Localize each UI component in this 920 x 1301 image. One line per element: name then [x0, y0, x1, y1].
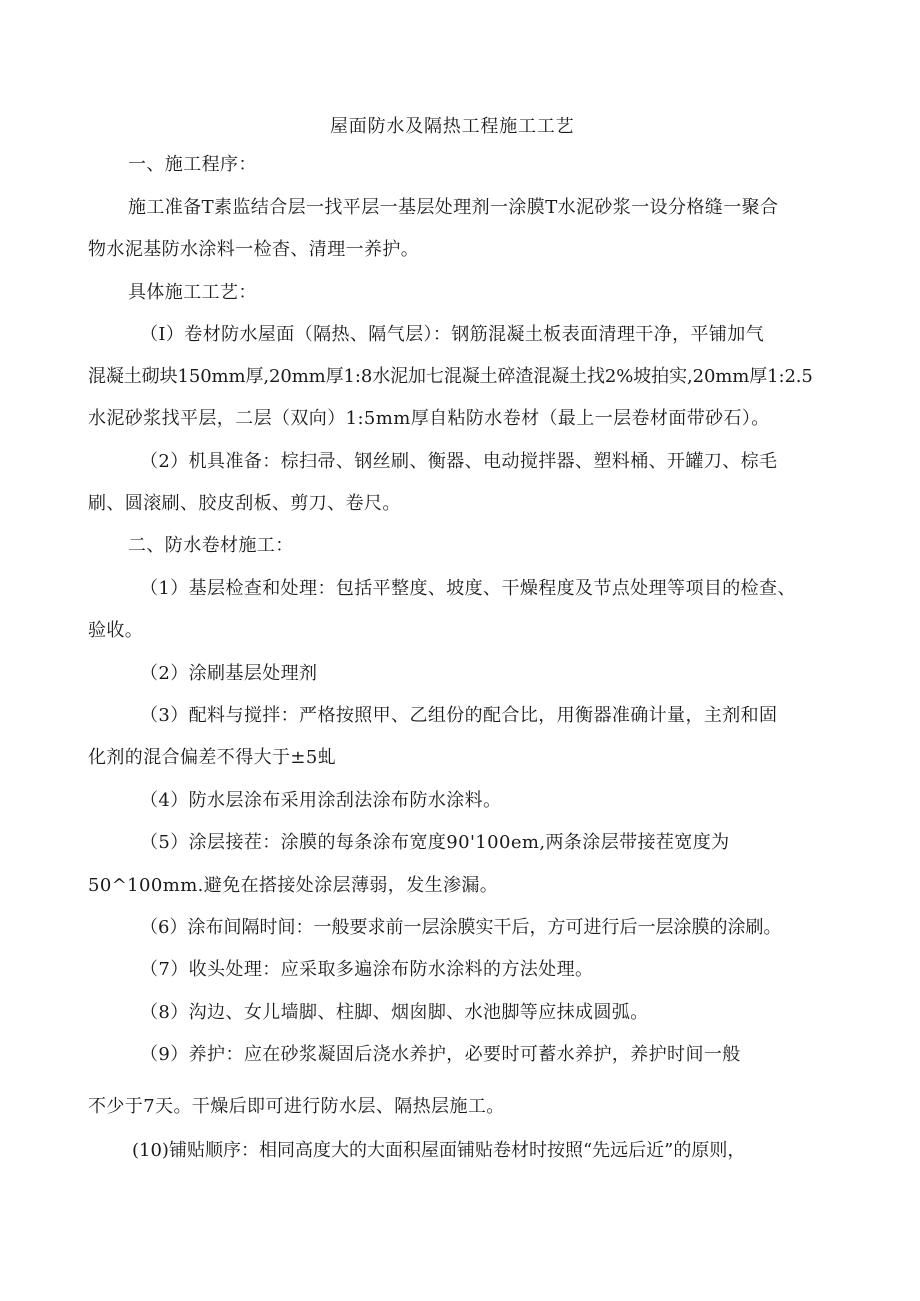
paragraph-line: 50^100mm.避免在搭接处涂层薄弱，发生渗漏。 — [88, 875, 499, 896]
subheading-process: 具体施工工艺： — [128, 282, 257, 303]
paragraph-line: （1）基层检查和处理：包括平整度、坡度、干燥程度及节点处理等项目的检查、 — [140, 578, 796, 599]
paragraph-line: 混凝土砌块150mm厚,20mm厚1:8水泥加七混凝土碎渣混凝土找2%坡拍实,20mm厚1:2.5 — [88, 366, 813, 387]
paragraph-line: （5）涂层接茬：涂膜的每条涂布宽度90'100em,两条涂层带接茬宽度为 — [140, 832, 730, 853]
paragraph-line: （7）收头处理：应采取多遍涂布防水涂料的方法处理。 — [140, 959, 594, 980]
paragraph-line: （8）沟边、女儿墙脚、柱脚、烟囱脚、水池脚等应抹成圆弧。 — [140, 1002, 649, 1023]
paragraph-line: 施工准备T素监结合层一找平层一基层处理剂一涂膜T水泥砂浆一设分格缝一聚合 — [128, 197, 779, 218]
paragraph-line: (10)铺贴顺序：相同高度大的大面积屋面铺贴卷材时按照“先远后近”的原则， — [132, 1140, 746, 1161]
paragraph-line: （6）涂布间隔时间：一般要求前一层涂膜实干后，方可进行后一层涂膜的涂刷。 — [140, 917, 782, 938]
paragraph-line: 不少于7天。干燥后即可进行防水层、隔热层施工。 — [88, 1096, 505, 1117]
paragraph-line: （4）防水层涂布采用涂刮法涂布防水涂料。 — [140, 790, 502, 811]
paragraph-line: （2）涂刷基层处理剂 — [140, 663, 318, 684]
paragraph-line: 水泥砂浆找平层，二层（双向）1:5mm厚自粘防水卷材（最上一层卷材面带砂石）。 — [88, 408, 770, 429]
paragraph-line: 刷、圆滚刷、胶皮刮板、剪刀、卷尺。 — [88, 493, 401, 514]
paragraph-line: （2）机具准备：棕扫帚、钢丝刷、衡器、电动搅拌器、塑料桶、开罐刀、棕毛 — [140, 451, 778, 472]
paragraph-line: 验收。 — [88, 620, 144, 641]
section-heading-procedure: 一、施工程序： — [128, 154, 257, 175]
section-heading-membrane: 二、防水卷材施工： — [128, 535, 294, 556]
paragraph-line: （3）配料与搅拌：严格按照甲、乙组份的配合比，用衡器准确计量，主剂和固 — [140, 705, 778, 726]
document-title: 屋面防水及隔热工程施工工艺 — [330, 116, 575, 137]
paragraph-line: （I）卷材防水屋面（隔热、隔气层）：钢筋混凝土板表面清理干净，平铺加气 — [140, 324, 765, 345]
paragraph-line: 物水泥基防水涂料一检杳、清理一养护。 — [88, 239, 420, 260]
paragraph-line: （9）养护：应在砂浆凝固后浇水养护，必要时可蓄水养护，养护时间一般 — [140, 1044, 741, 1065]
paragraph-line: 化剂的混合偏差不得大于±5虬 — [88, 747, 337, 768]
